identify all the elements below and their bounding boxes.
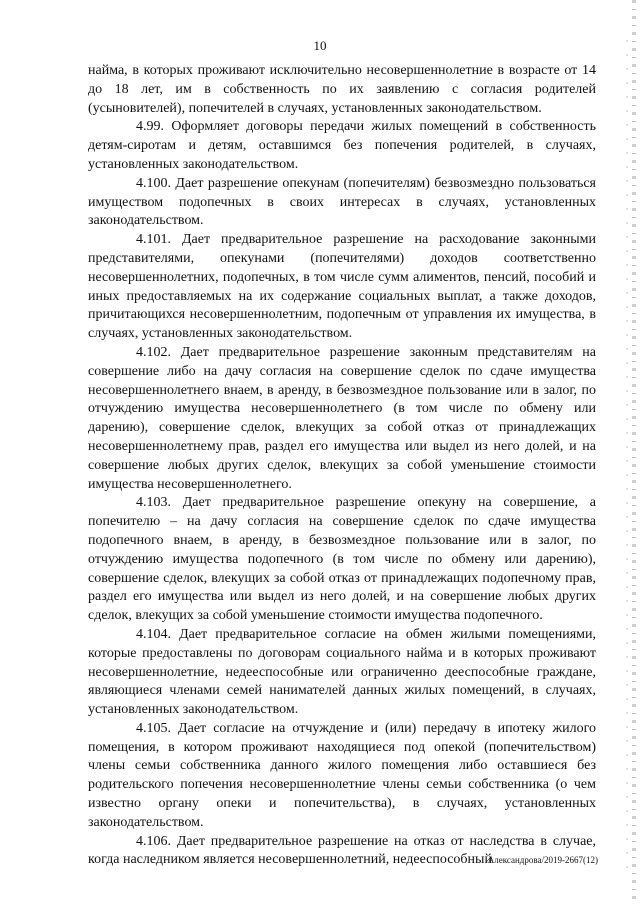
paragraph-4-106: 4.106. Дает предварительное разрешение на отказ от наследства в случае, когда наследником является несовершеннолетний, недееспособный [88, 833, 596, 868]
paragraph-4-104: 4.104. Дает предварительное согласие на обмен жилыми помещениями, которые предоставлены по договорам социального найма и в которых проживают несовершеннолетние, недееспособные или ограниченно дееспособные граждане, являющиеся членами семей нанимателей данных жилых помещений, в случаях, установленных законодательством. [88, 626, 596, 718]
scan-edge-artifact-inner [626, 40, 628, 880]
paragraph-4-101: 4.101. Дает предварительное разрешение на расходование законными представителями, опекунами (попечителями) доходов соответственно несовершеннолетних, подопечных, в том числе сумм алиментов, пенсий, пособий и иных предоставляемых на их содержание социальных выплат, а также доходов, причитающихся несовершеннолетним, подопечным от управления их имущества, в случаях, установленных законодательством. [88, 232, 596, 342]
document-body [88, 62, 596, 870]
scan-edge-artifact [632, 0, 636, 905]
paragraph-4-105: 4.105. Дает согласие на отчуждение и (или) передачу в ипотеку жилого помещения, в котором проживают находящиеся под опекой (попечительством) члены семьи собственника данного жилого помещения либо оставшиеся без родительского попечения несовершеннолетние члены семьи собственника (о чем известно органу опеки и попечительства), в случаях, установленных законодательством. [88, 720, 596, 830]
page-number: 10 [313, 38, 327, 53]
paragraph-4-100: 4.100. Дает разрешение опекунам (попечителям) безвозмездно пользоваться имуществом подопечных в своих интересах в случаях, установленных законодательством. [88, 175, 596, 229]
paragraph-4-102: 4.102. Дает предварительное разрешение законным представителям на совершение либо на дачу согласия на совершение сделок по сдаче имущества несовершеннолетнего внаем, в аренду, в безвозмездное пользование или в залог, по отчуждению имущества несовершеннолетнего (в том числе по обмену или дарению), совершение сделок, влекущих за собой отказ от принадлежащих несовершеннолетнему прав, раздел его имущества или выдел из него долей, и на совершение любых других сделок, влекущих за собой уменьшение стоимости имущества несовершеннолетнего. [88, 344, 596, 492]
paragraph-4-103: 4.103. Дает предварительное разрешение опекуну на совершение, а попечителю – на дачу согласия на совершение сделок по сдаче имущества подопечного внаем, в аренду, в безвозмездное пользование или в залог, по отчуждению имущества подопечного (в том числе по обмену или дарению), совершение сделок, влекущих за собой отказ от принадлежащих подопечному прав, раздел его имущества или выдел из него долей, и на совершение любых других сделок, влекущих за собой уменьшение стоимости имущества подопечного. [88, 495, 596, 624]
paragraph-continuation: найма, в которых проживают исключительно несовершеннолетние в возрасте от 14 до 18 лет, им в собственность по их заявлению с согласия родителей (усыновителей), попечителей в случаях, установленных законодательством. [88, 63, 596, 116]
document-code: Александрова/2019-2667(12) [487, 855, 598, 865]
paragraph-4-99: 4.99. Оформляет договоры передачи жилых помещений в собственность детям-сиротам и детям, оставшимся без попечения родителей, в случаях, установленных законодательством. [88, 119, 596, 172]
